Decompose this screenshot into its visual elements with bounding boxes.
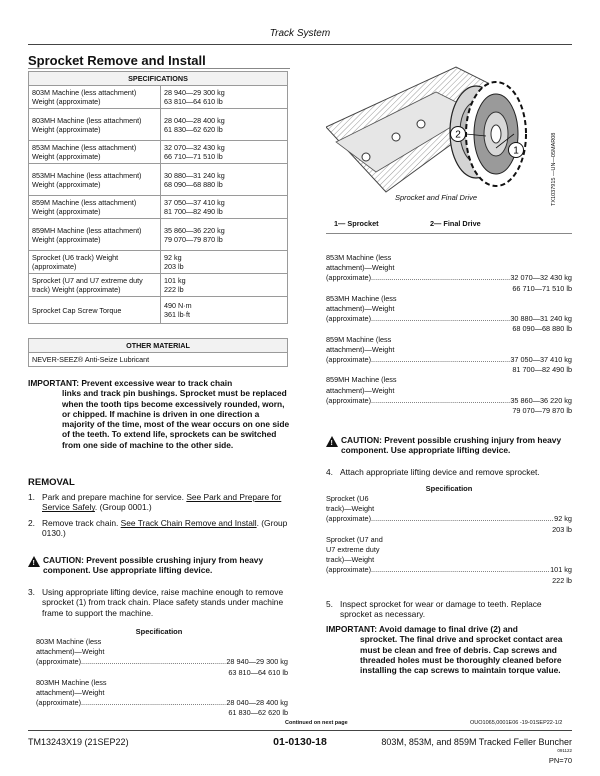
legend-final-drive: 2— Final Drive (430, 219, 481, 228)
step-2: 2. Remove track chain. See Track Chain Remove and Install. (Group 0130.) (28, 518, 288, 539)
other-material-item: NEVER-SEEZ® Anti-Seize Lubricant (29, 353, 288, 367)
warning-icon: ! (28, 556, 40, 567)
figure-code: TX1037915 —UN—05MAR08 (551, 132, 557, 206)
list-item: 803MH Machine (less attachment)—Weight (approximate) ..... 28 040—28 400 kg 61 830—62 620 lb (36, 678, 288, 719)
spec-heading-right: Specification (425, 484, 473, 493)
legend-sprocket: 1— Sprocket (334, 219, 379, 228)
step-4: 4. Attach appropriate lifting device and remove sprocket. (326, 467, 540, 477)
list-item: 859M Machine (less attachment)—Weight (approximate) ..... 37 050—37 410 kg 81 700—82 490 lb (326, 335, 572, 376)
footer-left: TM13243X19 (21SEP22) (28, 737, 129, 747)
other-material-heading: OTHER MATERIAL (29, 339, 288, 353)
list-item: 803M Machine (less attachment)—Weight (approximate) ..... 28 940—29 300 kg 63 810—64 610 lb (36, 637, 288, 678)
table-row: Sprocket (U6 track) Weight (approximate) 92 kg 203 lb (29, 251, 288, 274)
right-spec-list (326, 253, 572, 416)
removal-heading: REMOVAL (28, 477, 75, 488)
table-row: 853MH Machine (less attachment) Weight (approximate) 30 880—31 240 kg 68 090—68 880 lb (29, 164, 288, 196)
specifications-heading: SPECIFICATIONS (29, 72, 288, 86)
svg-text:2: 2 (455, 129, 461, 141)
link-park-prepare[interactable]: See Park and Prepare for Service Safely (42, 492, 282, 513)
important-note-1: IMPORTANT: Prevent excessive wear to track chain links and track pin bushings. Sprocket must be replaced when the tooth tips become excessively rounded, worn, or chipped. If machine is driven in one direction a majority of the time, most of the wear occurs on one side of the teeth. To extend life, sprockets can be switched from one side of machine to the other side. (28, 378, 290, 450)
step-3: 3. Using appropriate lifting device, raise machine enough to remove sprocket (1) from track chain. Place safety stands under machine frame to support the machine. (28, 587, 284, 618)
list-item: 853M Machine (less attachment)—Weight (approximate) ..... 32 070—32 430 kg 66 710—71 510 lb (326, 253, 572, 294)
caution-2: ! CAUTION: Prevent possible crushing injury from heavy component. Use appropriate lifting device. (326, 435, 572, 456)
footer-small-code: 091122 (557, 748, 572, 753)
warning-icon: ! (326, 436, 338, 447)
continued-note: Continued on next page (285, 720, 348, 726)
list-item: 853MH Machine (less attachment)—Weight (approximate) ..... 30 880—31 240 kg 68 090—68 880 lb (326, 294, 572, 335)
footer-pn: PN=70 (548, 756, 572, 765)
page-number: 01-0130-18 (273, 736, 327, 748)
list-item: Sprocket (U7 and U7 extreme duty track)—Weight (approximate) ..... 101 kg 222 lb (326, 535, 572, 586)
table-row: 859M Machine (less attachment) Weight (approximate) 37 050—37 410 kg 81 700—82 490 lb (29, 196, 288, 219)
step-5: 5. Inspect sprocket for wear or damage to teeth. Replace sprocket as necessary. (326, 599, 542, 620)
table-row: 853M Machine (less attachment) Weight (approximate) 32 070—32 430 kg 66 710—71 510 lb (29, 141, 288, 164)
list-item: 859MH Machine (less attachment)—Weight (approximate) ..... 35 860—36 220 kg 79 070—79 870 lb (326, 375, 572, 416)
spec-heading-left: Specification (135, 627, 183, 636)
footer-right: 803M, 853M, and 859M Tracked Feller Buncher (381, 737, 572, 747)
table-row: 803M Machine (less attachment) Weight (approximate) 28 940—29 300 kg 63 810—64 610 lb (29, 86, 288, 109)
footer-rule (28, 730, 572, 731)
table-row: 859MH Machine (less attachment) Weight (approximate) 35 860—36 220 kg 79 070—79 870 lb (29, 219, 288, 251)
link-track-chain[interactable]: See Track Chain Remove and Install (120, 518, 257, 528)
left-spec-list (36, 637, 288, 719)
important-note-2: IMPORTANT: Avoid damage to final drive (2) and sprocket. The final drive and sprocket contact area must be clean and free of debris. Cap screws and threaded holes must be thoroughly cleaned before installing the cap screws to maintain torque value. (326, 624, 563, 676)
sprocket-spec-list (326, 494, 572, 586)
other-material-table (28, 338, 288, 367)
step-1: 1. Park and prepare machine for service. See Park and Prepare for Service Safely. (Group 0001.) (28, 492, 282, 513)
table-row: 803MH Machine (less attachment) Weight (approximate) 28 040—28 400 kg 61 830—62 620 lb (29, 109, 288, 141)
specifications-table (28, 71, 288, 324)
table-row: Sprocket (U7 and U7 extreme duty track) Weight (approximate) 101 kg 222 lb (29, 274, 288, 297)
running-header: Track System (269, 28, 331, 39)
figure-caption: Sprocket and Final Drive (394, 193, 478, 202)
sprocket-figure (326, 52, 566, 210)
list-item: Sprocket (U6 track)—Weight (approximate) ..... 92 kg 203 lb (326, 494, 572, 535)
header-rule (28, 44, 572, 45)
document-code: OUO1065,0001E06 -19-01SEP22-1/2 (470, 720, 563, 726)
section-rule (28, 68, 290, 69)
section-title: Sprocket Remove and Install (28, 53, 206, 68)
caution-1: ! CAUTION: Prevent possible crushing injury from heavy component. Use appropriate lifting device. (28, 555, 290, 576)
svg-text:1: 1 (513, 145, 519, 157)
table-row: Sprocket Cap Screw Torque 490 N·m 361 lb·ft (29, 297, 288, 324)
legend-rule (326, 233, 572, 234)
